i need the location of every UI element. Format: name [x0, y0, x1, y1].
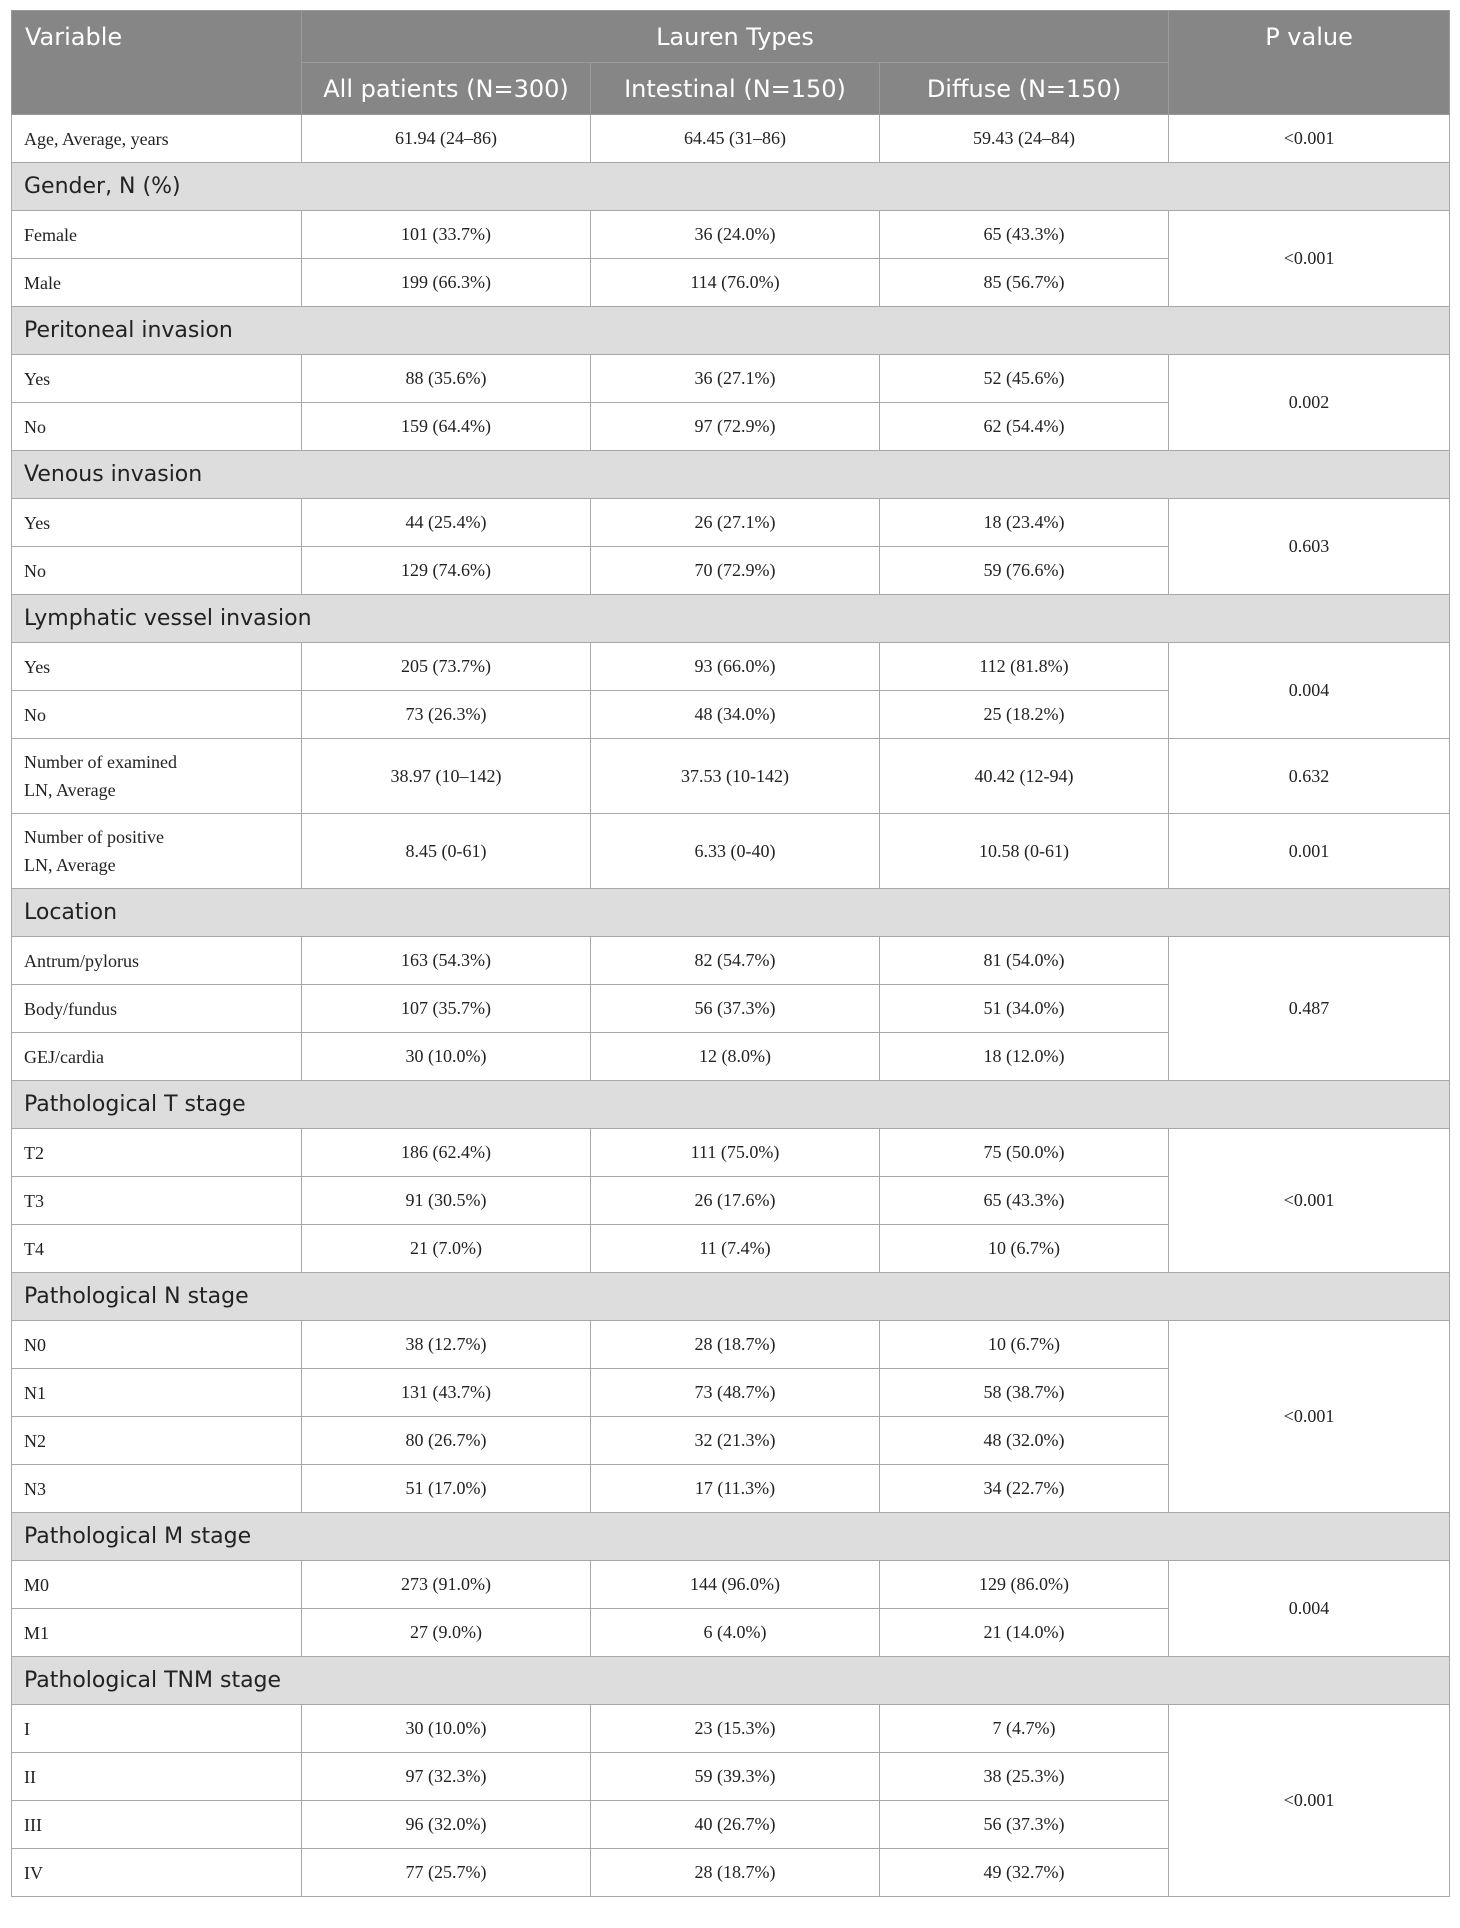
cell-intestinal: 37.53 (10-142) — [591, 739, 880, 814]
cell-diffuse: 38 (25.3%) — [880, 1753, 1169, 1801]
row-label: Male — [12, 259, 302, 307]
row-label: No — [12, 691, 302, 739]
cell-all-patients: 38.97 (10–142) — [302, 739, 591, 814]
cell-all-patients: 186 (62.4%) — [302, 1129, 591, 1177]
cell-all-patients: 91 (30.5%) — [302, 1177, 591, 1225]
section-row — [12, 1273, 1450, 1321]
row-label: M1 — [12, 1609, 302, 1657]
cell-all-patients: 27 (9.0%) — [302, 1609, 591, 1657]
cell-intestinal: 48 (34.0%) — [591, 691, 880, 739]
cell-all-patients: 88 (35.6%) — [302, 355, 591, 403]
header-intestinal: Intestinal (N=150) — [591, 63, 880, 115]
cell-all-patients: 77 (25.7%) — [302, 1849, 591, 1897]
header-lauren-types: Lauren Types — [302, 11, 1169, 63]
p-value-cell: 0.603 — [1169, 499, 1450, 595]
cell-all-patients: 159 (64.4%) — [302, 403, 591, 451]
cell-diffuse: 25 (18.2%) — [880, 691, 1169, 739]
cell-diffuse: 49 (32.7%) — [880, 1849, 1169, 1897]
cell-intestinal: 32 (21.3%) — [591, 1417, 880, 1465]
cell-all-patients: 107 (35.7%) — [302, 985, 591, 1033]
cell-all-patients: 101 (33.7%) — [302, 211, 591, 259]
table-row — [12, 355, 1450, 403]
cell-all-patients: 273 (91.0%) — [302, 1561, 591, 1609]
section-title: Pathological M stage — [12, 1513, 1450, 1561]
cell-diffuse: 81 (54.0%) — [880, 937, 1169, 985]
cell-intestinal: 82 (54.7%) — [591, 937, 880, 985]
cell-intestinal: 56 (37.3%) — [591, 985, 880, 1033]
p-value-cell: <0.001 — [1169, 115, 1450, 163]
cell-intestinal: 26 (27.1%) — [591, 499, 880, 547]
header-all-patients: All patients (N=300) — [302, 63, 591, 115]
cell-diffuse: 56 (37.3%) — [880, 1801, 1169, 1849]
row-label: No — [12, 403, 302, 451]
cell-intestinal: 36 (27.1%) — [591, 355, 880, 403]
cell-diffuse: 10 (6.7%) — [880, 1225, 1169, 1273]
cell-intestinal: 36 (24.0%) — [591, 211, 880, 259]
row-label: Number of examined LN, Average — [12, 739, 302, 814]
section-title: Peritoneal invasion — [12, 307, 1450, 355]
section-title: Gender, N (%) — [12, 163, 1450, 211]
cell-all-patients: 131 (43.7%) — [302, 1369, 591, 1417]
cell-diffuse: 51 (34.0%) — [880, 985, 1169, 1033]
p-value-cell: 0.001 — [1169, 814, 1450, 889]
row-label: T2 — [12, 1129, 302, 1177]
row-label: Number of positive LN, Average — [12, 814, 302, 889]
cell-all-patients: 129 (74.6%) — [302, 547, 591, 595]
cell-diffuse: 75 (50.0%) — [880, 1129, 1169, 1177]
row-label: N1 — [12, 1369, 302, 1417]
row-label: Yes — [12, 355, 302, 403]
table-row — [12, 1705, 1450, 1753]
row-label: II — [12, 1753, 302, 1801]
cell-diffuse: 18 (12.0%) — [880, 1033, 1169, 1081]
p-value-cell: <0.001 — [1169, 1705, 1450, 1897]
section-row — [12, 1657, 1450, 1705]
section-row — [12, 1081, 1450, 1129]
header-p-value: P value — [1169, 11, 1450, 115]
cell-intestinal: 17 (11.3%) — [591, 1465, 880, 1513]
section-row — [12, 1513, 1450, 1561]
cell-diffuse: 59 (76.6%) — [880, 547, 1169, 595]
cell-intestinal: 26 (17.6%) — [591, 1177, 880, 1225]
row-label: T4 — [12, 1225, 302, 1273]
table-body — [12, 115, 1450, 1897]
row-label: Age, Average, years — [12, 115, 302, 163]
cell-diffuse: 65 (43.3%) — [880, 211, 1169, 259]
row-label: III — [12, 1801, 302, 1849]
header-variable: Variable — [12, 11, 302, 115]
table-row — [12, 937, 1450, 985]
section-title: Venous invasion — [12, 451, 1450, 499]
cell-intestinal: 12 (8.0%) — [591, 1033, 880, 1081]
p-value-cell: 0.002 — [1169, 355, 1450, 451]
table-row — [12, 643, 1450, 691]
row-label: M0 — [12, 1561, 302, 1609]
cell-intestinal: 40 (26.7%) — [591, 1801, 880, 1849]
section-title: Pathological TNM stage — [12, 1657, 1450, 1705]
cell-all-patients: 96 (32.0%) — [302, 1801, 591, 1849]
cell-intestinal: 114 (76.0%) — [591, 259, 880, 307]
cell-intestinal: 73 (48.7%) — [591, 1369, 880, 1417]
cell-diffuse: 65 (43.3%) — [880, 1177, 1169, 1225]
p-value-cell: <0.001 — [1169, 211, 1450, 307]
cell-intestinal: 111 (75.0%) — [591, 1129, 880, 1177]
cell-diffuse: 40.42 (12-94) — [880, 739, 1169, 814]
cell-intestinal: 23 (15.3%) — [591, 1705, 880, 1753]
section-title: Pathological T stage — [12, 1081, 1450, 1129]
p-value-cell: <0.001 — [1169, 1129, 1450, 1273]
section-title: Pathological N stage — [12, 1273, 1450, 1321]
cell-all-patients: 30 (10.0%) — [302, 1705, 591, 1753]
section-row — [12, 307, 1450, 355]
cell-all-patients: 8.45 (0-61) — [302, 814, 591, 889]
cell-diffuse: 10.58 (0-61) — [880, 814, 1169, 889]
cell-diffuse: 58 (38.7%) — [880, 1369, 1169, 1417]
cell-intestinal: 6 (4.0%) — [591, 1609, 880, 1657]
cell-diffuse: 129 (86.0%) — [880, 1561, 1169, 1609]
cell-all-patients: 205 (73.7%) — [302, 643, 591, 691]
table-row — [12, 499, 1450, 547]
section-row — [12, 889, 1450, 937]
header-diffuse: Diffuse (N=150) — [880, 63, 1169, 115]
cell-all-patients: 30 (10.0%) — [302, 1033, 591, 1081]
cell-all-patients: 38 (12.7%) — [302, 1321, 591, 1369]
p-value-cell: 0.004 — [1169, 643, 1450, 739]
row-label: No — [12, 547, 302, 595]
p-value-cell: <0.001 — [1169, 1321, 1450, 1513]
row-label: Yes — [12, 499, 302, 547]
row-label: N0 — [12, 1321, 302, 1369]
row-label: Body/fundus — [12, 985, 302, 1033]
characteristics-table — [11, 10, 1450, 1897]
table-row — [12, 1321, 1450, 1369]
row-label: N2 — [12, 1417, 302, 1465]
row-label: Antrum/pylorus — [12, 937, 302, 985]
row-label: I — [12, 1705, 302, 1753]
cell-diffuse: 21 (14.0%) — [880, 1609, 1169, 1657]
cell-diffuse: 62 (54.4%) — [880, 403, 1169, 451]
cell-all-patients: 163 (54.3%) — [302, 937, 591, 985]
cell-diffuse: 112 (81.8%) — [880, 643, 1169, 691]
cell-intestinal: 11 (7.4%) — [591, 1225, 880, 1273]
section-title: Location — [12, 889, 1450, 937]
cell-all-patients: 51 (17.0%) — [302, 1465, 591, 1513]
cell-diffuse: 7 (4.7%) — [880, 1705, 1169, 1753]
cell-all-patients: 97 (32.3%) — [302, 1753, 591, 1801]
cell-intestinal: 64.45 (31–86) — [591, 115, 880, 163]
cell-all-patients: 61.94 (24–86) — [302, 115, 591, 163]
cell-intestinal: 28 (18.7%) — [591, 1321, 880, 1369]
cell-intestinal: 144 (96.0%) — [591, 1561, 880, 1609]
table-row — [12, 814, 1450, 889]
cell-diffuse: 10 (6.7%) — [880, 1321, 1169, 1369]
cell-intestinal: 70 (72.9%) — [591, 547, 880, 595]
section-row — [12, 163, 1450, 211]
table-row — [12, 739, 1450, 814]
section-row — [12, 595, 1450, 643]
cell-intestinal: 59 (39.3%) — [591, 1753, 880, 1801]
row-label: T3 — [12, 1177, 302, 1225]
table-row — [12, 1561, 1450, 1609]
section-title: Lymphatic vessel invasion — [12, 595, 1450, 643]
cell-intestinal: 28 (18.7%) — [591, 1849, 880, 1897]
row-label: N3 — [12, 1465, 302, 1513]
cell-intestinal: 97 (72.9%) — [591, 403, 880, 451]
cell-all-patients: 199 (66.3%) — [302, 259, 591, 307]
row-label: GEJ/cardia — [12, 1033, 302, 1081]
cell-intestinal: 93 (66.0%) — [591, 643, 880, 691]
section-row — [12, 451, 1450, 499]
cell-diffuse: 85 (56.7%) — [880, 259, 1169, 307]
cell-diffuse: 59.43 (24–84) — [880, 115, 1169, 163]
cell-intestinal: 6.33 (0-40) — [591, 814, 880, 889]
table-header — [12, 11, 1450, 115]
cell-diffuse: 34 (22.7%) — [880, 1465, 1169, 1513]
row-label: Yes — [12, 643, 302, 691]
cell-all-patients: 21 (7.0%) — [302, 1225, 591, 1273]
table-row — [12, 211, 1450, 259]
table-row — [12, 1129, 1450, 1177]
row-label: Female — [12, 211, 302, 259]
cell-diffuse: 18 (23.4%) — [880, 499, 1169, 547]
cell-all-patients: 44 (25.4%) — [302, 499, 591, 547]
p-value-cell: 0.004 — [1169, 1561, 1450, 1657]
cell-diffuse: 48 (32.0%) — [880, 1417, 1169, 1465]
cell-diffuse: 52 (45.6%) — [880, 355, 1169, 403]
table-row — [12, 115, 1450, 163]
p-value-cell: 0.487 — [1169, 937, 1450, 1081]
row-label: IV — [12, 1849, 302, 1897]
cell-all-patients: 80 (26.7%) — [302, 1417, 591, 1465]
p-value-cell: 0.632 — [1169, 739, 1450, 814]
cell-all-patients: 73 (26.3%) — [302, 691, 591, 739]
